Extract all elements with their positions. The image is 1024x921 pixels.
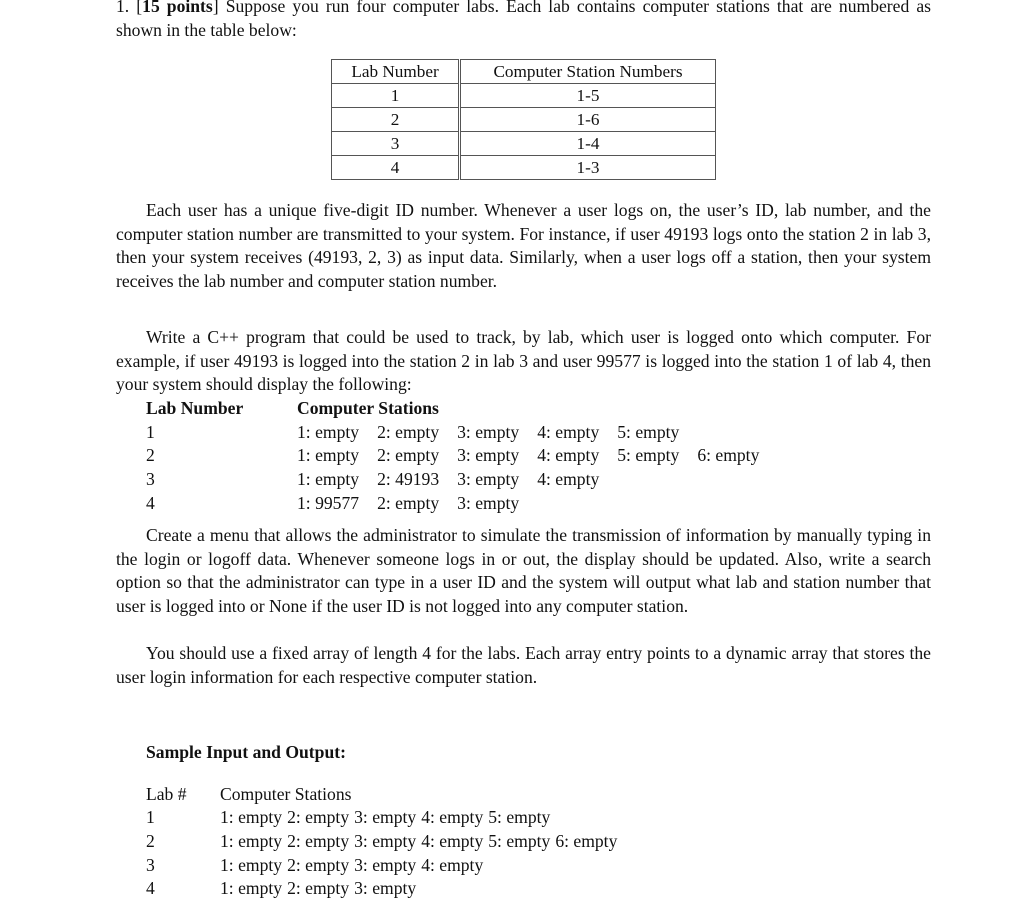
station-entry: 4: empty: [537, 445, 600, 466]
header-station-numbers: Computer Station Numbers: [460, 60, 716, 84]
cell-stations: 1-4: [460, 132, 716, 156]
station-entry: 2: empty: [377, 421, 440, 442]
cell-lab: 4: [332, 156, 460, 180]
display-stations: [297, 492, 537, 516]
station-entry: 5: empty: [617, 445, 680, 466]
display-row: [146, 444, 777, 468]
display-row: [146, 492, 777, 516]
sample-title: Sample Input and Output:: [146, 742, 346, 762]
station-entry: 6: empty: [555, 831, 618, 852]
station-entry: 2: empty: [287, 831, 350, 852]
station-entry: 4: empty: [421, 831, 484, 852]
station-entry: 5: empty: [617, 421, 680, 442]
sample-io: [146, 741, 622, 901]
display-lab: 2: [146, 445, 155, 466]
sample-stations: [220, 877, 421, 901]
station-entry: 3: empty: [457, 492, 520, 513]
points-close: ]: [212, 0, 219, 16]
cell-stations: 1-5: [460, 84, 716, 108]
station-entry: 2: empty: [377, 445, 440, 466]
problem-intro: [116, 0, 931, 42]
problem-number: 1.: [116, 0, 130, 16]
station-entry: 3: empty: [457, 421, 520, 442]
station-entry: 3: empty: [457, 469, 520, 490]
display-example: [146, 397, 777, 515]
sample-row: [146, 854, 622, 878]
station-entry: 1: 99577: [297, 492, 360, 513]
station-entry: 1: empty: [220, 854, 283, 875]
paragraph-program-task: Write a C++ program that could be used to track, by lab, which user is logged onto which computer. For example, if user 49193 is logged into the station 2 in lab 3 and user 99577 is logged into the station 1 of lab 4, then your system should display the following:: [116, 327, 931, 395]
sample-row: [146, 806, 622, 830]
station-entry: 4: empty: [537, 469, 600, 490]
station-entry: 1: empty: [220, 807, 283, 828]
sample-row: [146, 877, 622, 901]
table-row: [332, 84, 716, 108]
sample-lab: 4: [146, 878, 155, 899]
station-entry: 3: empty: [354, 807, 417, 828]
display-lab: 3: [146, 469, 155, 490]
cell-lab: 2: [332, 108, 460, 132]
display-lab: 1: [146, 421, 155, 442]
station-entry: 6: empty: [697, 445, 760, 466]
display-row: [146, 468, 777, 492]
table-row: [332, 156, 716, 180]
paragraph-user-id: Each user has a unique five-digit ID number. Whenever a user logs on, the user’s ID, lab number, and the computer station number are transmitted to your system. For instance, if user 49193 logs onto the station 2 in lab 3, then your system receives (49193, 2, 3) as input data. Similarly, when a user logs off a station, then your system receives the lab number and computer station number.: [116, 200, 931, 292]
station-entry: 1: empty: [220, 831, 283, 852]
station-entry: 4: empty: [421, 807, 484, 828]
cell-lab: 1: [332, 84, 460, 108]
sample-lab: 2: [146, 831, 155, 852]
paragraph-array: You should use a fixed array of length 4 for the labs. Each array entry points to a dynamic array that stores the user login information for each respective computer station.: [116, 643, 931, 687]
station-entry: 1: empty: [297, 421, 360, 442]
station-entry: 2: empty: [287, 878, 350, 899]
paragraph-menu: Create a menu that allows the administrator to simulate the transmission of information by manually typing in the login or logoff data. Whenever someone logs in or out, the display should be updated. Also, write a search option so that the administrator can type in a user ID and the system will output what lab and station number that user is logged into or None if the user ID is not logged into any computer station.: [116, 525, 931, 617]
station-entry: 1: empty: [297, 469, 360, 490]
cell-lab: 3: [332, 132, 460, 156]
display-row: [146, 421, 777, 445]
sample-header-lab: Lab #: [146, 783, 187, 804]
sample-stations: [220, 854, 488, 878]
display-stations: [297, 421, 697, 445]
station-entry: 1: empty: [220, 878, 283, 899]
display-lab: 4: [146, 492, 155, 513]
cell-stations: 1-3: [460, 156, 716, 180]
cell-stations: 1-6: [460, 108, 716, 132]
station-entry: 5: empty: [488, 831, 551, 852]
table-row: [332, 108, 716, 132]
sample-header-stations: Computer Stations: [220, 783, 352, 804]
station-entry: 5: empty: [488, 807, 551, 828]
header-lab-number: Lab Number: [332, 60, 460, 84]
sample-header-row: [146, 783, 622, 807]
sample-lab: 1: [146, 807, 155, 828]
display-header-stations: Computer Stations: [297, 398, 439, 418]
station-entry: 3: empty: [457, 445, 520, 466]
station-entry: 3: empty: [354, 854, 417, 875]
sample-stations: [220, 830, 622, 854]
sample-stations: [220, 806, 555, 830]
display-header-row: [146, 397, 777, 421]
sample-row: [146, 830, 622, 854]
station-entry: 4: empty: [421, 854, 484, 875]
table-row: [332, 132, 716, 156]
points-open: [: [136, 0, 143, 16]
sample-lab: 3: [146, 854, 155, 875]
lab-station-table: [331, 59, 716, 180]
station-entry: 2: empty: [377, 492, 440, 513]
display-stations: [297, 468, 617, 492]
station-entry: 2: 49193: [377, 469, 440, 490]
station-entry: 2: empty: [287, 807, 350, 828]
display-stations: [297, 444, 777, 468]
display-header-lab: Lab Number: [146, 398, 244, 418]
station-entry: 1: empty: [297, 445, 360, 466]
problem-points: 15 points: [142, 0, 213, 16]
station-entry: 3: empty: [354, 878, 417, 899]
station-entry: 2: empty: [287, 854, 350, 875]
problem-intro-text: Suppose you run four computer labs. Each lab contains computer stations that are numbered as shown in the table below:: [116, 0, 931, 40]
station-entry: 3: empty: [354, 831, 417, 852]
table-header-row: [332, 60, 716, 84]
station-entry: 4: empty: [537, 421, 600, 442]
